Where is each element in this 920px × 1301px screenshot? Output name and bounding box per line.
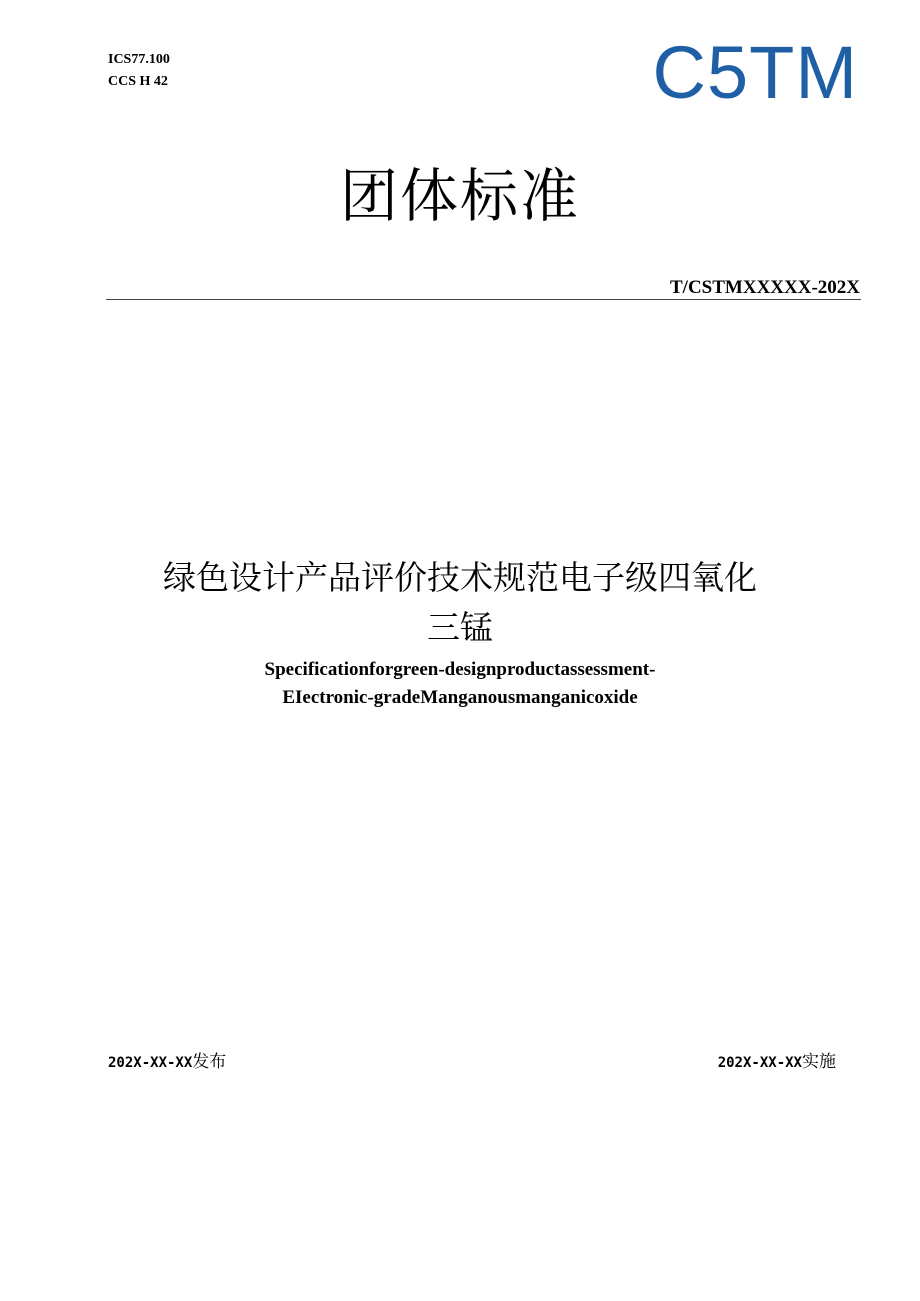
english-title-line-2: EIectronic-gradeManganousmanganicoxide — [282, 687, 638, 708]
publish-date: 202X-XX-XX — [108, 1055, 193, 1071]
ics-code: ICS77.100 — [108, 52, 170, 67]
organization-logo: C5TM — [652, 31, 858, 114]
publish-date-block — [108, 1047, 226, 1072]
chinese-title-line-1: 绿色设计产品评价技术规范电子级四氧化 — [163, 558, 757, 597]
ccs-code: CCS H 42 — [108, 74, 168, 89]
implement-date: 202X-XX-XX — [717, 1055, 802, 1071]
standard-type-title: 团体标准 — [339, 162, 580, 230]
publish-label: 发布 — [192, 1052, 227, 1072]
implement-date-block — [718, 1047, 836, 1072]
classification-codes — [108, 49, 170, 93]
implement-label: 实施 — [802, 1052, 836, 1072]
header-divider — [106, 299, 861, 300]
chinese-title-line-2: 三锰 — [427, 608, 493, 647]
chinese-title — [60, 553, 860, 653]
standard-number: T/CSTMXXXXX-202X — [670, 277, 860, 298]
english-title — [60, 656, 860, 712]
english-title-line-1: Specificationforgreen-designproductassessment- — [264, 659, 656, 680]
